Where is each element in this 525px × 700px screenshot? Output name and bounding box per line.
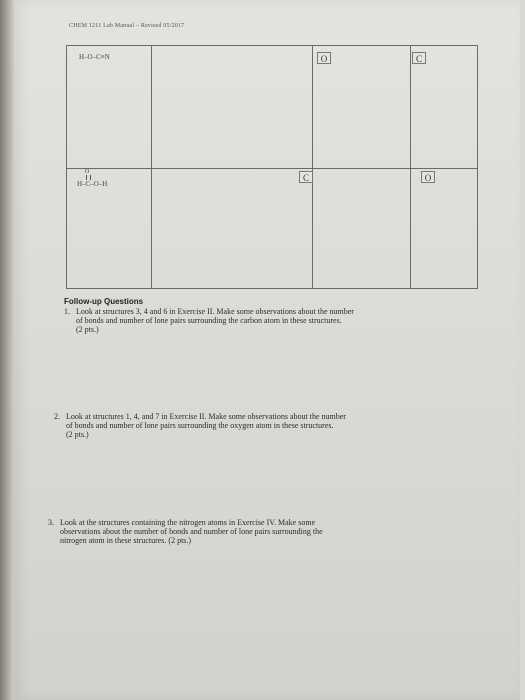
question-1-line-1: Look at structures 3, 4 and 6 in Exercise II. Make some observations about the number xyxy=(76,307,354,316)
row2-structure-label xyxy=(77,169,147,189)
question-3-number: 3. xyxy=(48,518,54,527)
question-3 xyxy=(48,518,490,545)
grid-vline-3 xyxy=(410,46,411,288)
question-3-line-3: nitrogen atom in these structures. (2 pts.) xyxy=(60,536,192,545)
question-1-line-2: of bonds and number of lone pairs surrounding the carbon atom in these structures. xyxy=(76,316,342,325)
question-1-line-3: (2 pts.) xyxy=(76,325,99,334)
row2-chain: H–C–O–H xyxy=(77,180,108,188)
question-2-line-2: of bonds and number of lone pairs surrounding the oxygen atom in these structures. xyxy=(66,421,334,430)
question-2-number: 2. xyxy=(54,412,60,421)
worksheet-page xyxy=(14,0,520,700)
page-edge-shadow xyxy=(0,0,14,700)
page-header: CHEM 1211 Lab Manual – Revised 05/2017 xyxy=(69,23,185,29)
row1-atom-col3: C xyxy=(412,52,426,64)
grid-vline-2 xyxy=(312,46,313,288)
question-3-line-1: Look at the structures containing the nitrogen atoms in Exercise IV. Make some xyxy=(60,518,316,527)
row2-atom-col3: O xyxy=(421,171,435,183)
question-1 xyxy=(64,307,506,334)
row2-carbonyl-oxygen: O xyxy=(85,169,90,175)
question-1-number: 1. xyxy=(64,307,70,316)
followup-title: Follow-up Questions xyxy=(64,297,144,306)
row1-atom-col2: O xyxy=(317,52,331,64)
question-2 xyxy=(54,412,496,439)
row2-atom-col2: C xyxy=(299,171,313,183)
row1-structure-label: H–O–C≡N xyxy=(79,53,110,61)
question-2-line-1: Look at structures 1, 4, and 7 in Exercise II. Make some observations about the number xyxy=(66,412,346,421)
question-2-line-3: (2 pts.) xyxy=(66,430,89,439)
structure-grid xyxy=(66,45,478,289)
question-3-line-2: observations about the number of bonds and number of lone pairs surrounding the xyxy=(60,527,323,536)
grid-vline-1 xyxy=(151,46,152,288)
